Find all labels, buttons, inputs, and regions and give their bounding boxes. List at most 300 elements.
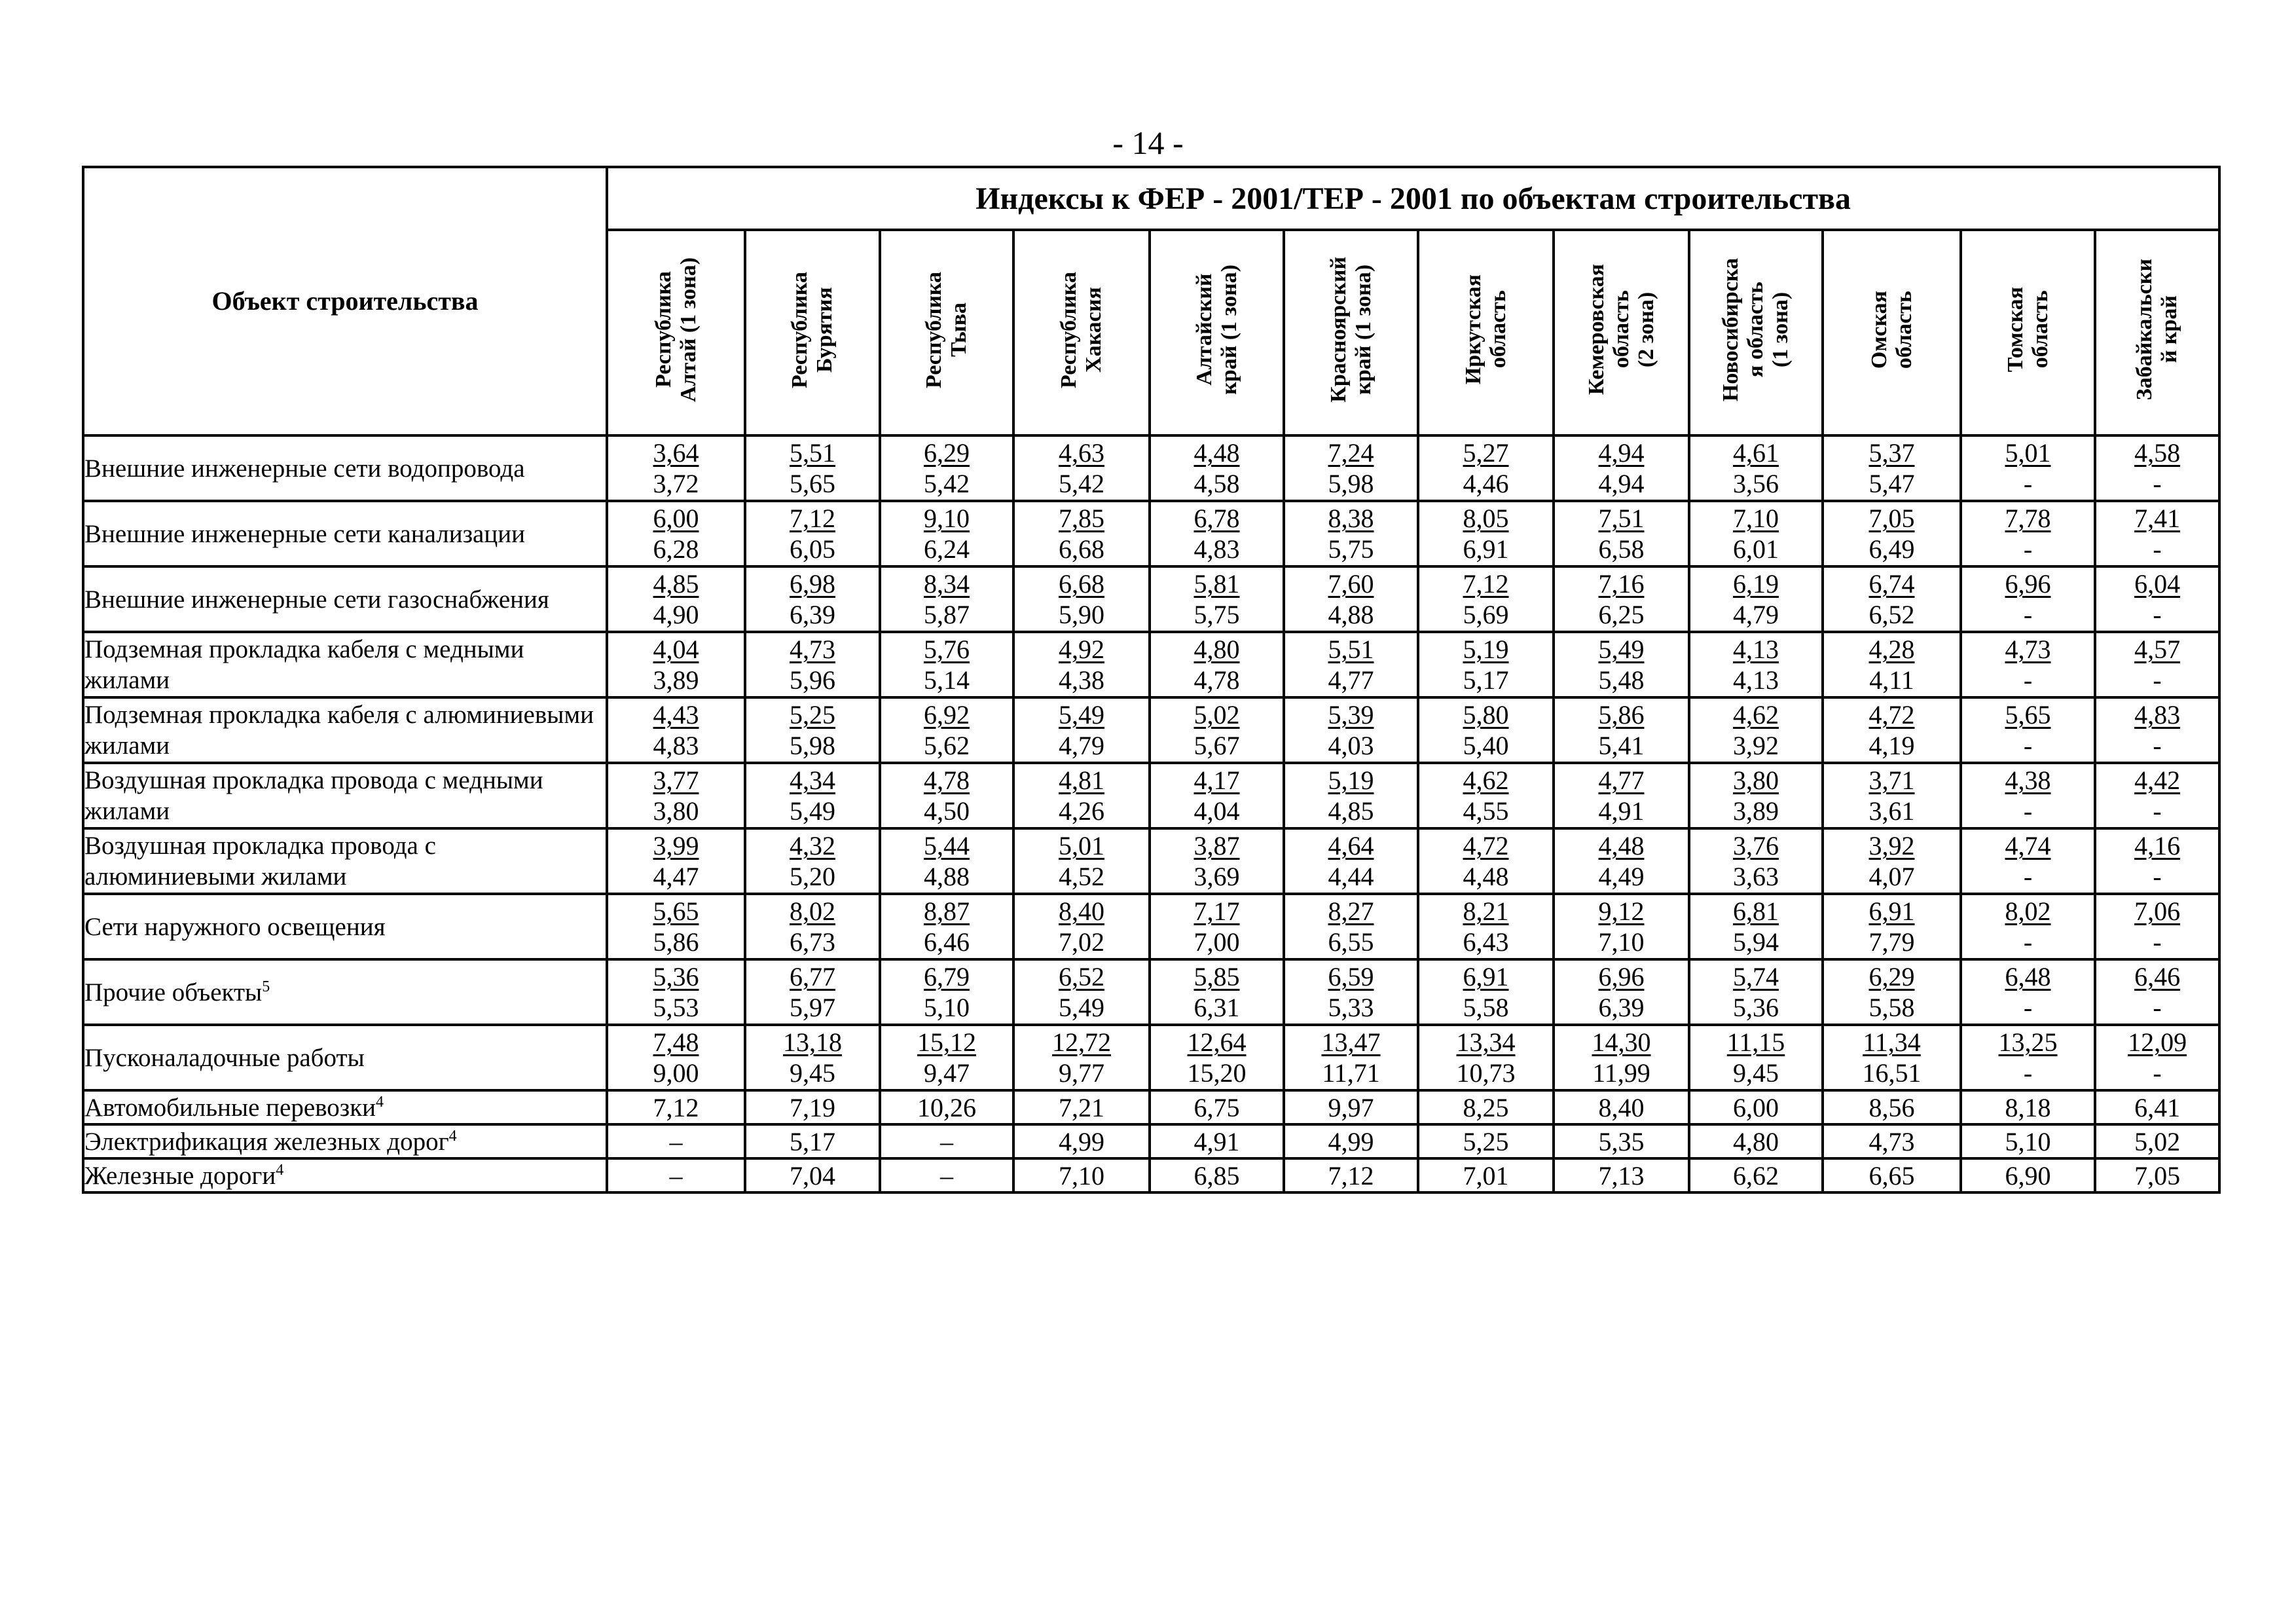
index-value-top: 14,30	[1592, 1027, 1651, 1057]
index-value-bottom: -	[2153, 796, 2162, 826]
index-value-top: 6,52	[1059, 962, 1104, 991]
index-cell	[1554, 828, 1689, 894]
index-value-bottom: 6,73	[790, 927, 835, 957]
index-value-top: 5,01	[2005, 438, 2051, 468]
index-cell	[1961, 632, 2095, 697]
index-value-top: 4,38	[2005, 766, 2051, 795]
index-value-top: 8,05	[1463, 504, 1509, 533]
index-cell	[1284, 501, 1418, 566]
index-value-bottom: 5,17	[1463, 665, 1509, 695]
index-value-bottom: -	[2153, 862, 2162, 891]
index-value-top: 4,92	[1059, 635, 1104, 664]
index-value-top: 6,59	[1328, 962, 1374, 991]
footnote-mark: 5	[262, 978, 270, 995]
index-value-bottom: -	[2023, 665, 2033, 695]
index-value-top: 5,25	[790, 700, 835, 729]
index-value-bottom: 5,96	[790, 665, 835, 695]
object-name: Внешние инженерные сети газоснабжения	[83, 566, 607, 632]
index-cell	[1150, 894, 1284, 959]
index-cell	[1689, 828, 1823, 894]
index-cell	[1013, 1025, 1150, 1090]
index-value-top: 5,44	[924, 831, 970, 860]
table-row	[83, 894, 2219, 959]
index-value-top: 7,41	[2134, 504, 2181, 533]
index-value-top: 4,80	[1194, 635, 1240, 664]
index-cell	[1961, 1025, 2095, 1090]
index-value-top: 4,73	[2005, 635, 2051, 664]
page-number: - 14 -	[1112, 124, 1184, 161]
index-value-bottom: 5,67	[1194, 731, 1240, 760]
index-value-top: 3,87	[1194, 831, 1240, 860]
index-cell	[1823, 959, 1961, 1025]
index-value-bottom: 3,89	[653, 665, 699, 695]
index-cell	[1689, 959, 1823, 1025]
index-value: 6,75	[1150, 1090, 1284, 1124]
index-value-top: 12,09	[2128, 1027, 2187, 1057]
index-value-top: 5,49	[1598, 635, 1645, 664]
index-value-bottom: 4,48	[1463, 862, 1509, 891]
index-value-bottom: 4,83	[1194, 534, 1240, 564]
index-value-bottom: 11,99	[1592, 1058, 1650, 1088]
index-cell	[1284, 697, 1418, 763]
index-value-bottom: 5,75	[1194, 600, 1240, 629]
index-cell	[1823, 566, 1961, 632]
index-cell	[880, 763, 1013, 828]
index-cell	[1150, 501, 1284, 566]
index-value-bottom: 7,10	[1598, 927, 1645, 957]
index-cell	[1823, 501, 1961, 566]
index-value-bottom: 4,55	[1463, 796, 1509, 826]
index-value-top: 6,96	[2005, 569, 2051, 599]
index-value-bottom: 7,79	[1868, 927, 1915, 957]
index-cell	[1689, 763, 1823, 828]
index-value-top: 4,32	[790, 831, 835, 860]
table-row	[83, 501, 2219, 566]
index-value-top: 4,61	[1733, 438, 1779, 468]
index-cell	[607, 435, 745, 501]
index-cell	[880, 697, 1013, 763]
index-value-top: 7,51	[1598, 504, 1645, 533]
index-cell	[1961, 959, 2095, 1025]
index-cell	[1554, 632, 1689, 697]
index-value-bottom: -	[2023, 927, 2033, 957]
index-value-top: 5,37	[1868, 438, 1915, 468]
index-value-bottom: 5,41	[1598, 731, 1645, 760]
object-name: Железные дороги$^4$	[83, 1158, 607, 1192]
region-header-label: Республика Тыва	[922, 271, 971, 388]
index-cell	[2095, 894, 2219, 959]
index-value: 6,00	[1689, 1090, 1823, 1124]
index-value-top: 3,77	[653, 766, 699, 795]
index-value-bottom: 6,28	[653, 534, 699, 564]
index-value-top: 4,16	[2134, 831, 2181, 860]
index-value-bottom: 3,89	[1733, 796, 1779, 826]
index-value: 7,12	[1284, 1158, 1418, 1192]
index-value-top: 4,73	[790, 635, 835, 664]
footnote-mark: 4	[276, 1161, 284, 1179]
index-value-top: 8,02	[790, 896, 835, 926]
index-value-top: 7,12	[1463, 569, 1509, 599]
index-value-bottom: 4,47	[653, 862, 699, 891]
index-value-bottom: 11,71	[1322, 1058, 1380, 1088]
index-value-bottom: -	[2153, 469, 2162, 498]
index-value: 7,19	[745, 1090, 880, 1124]
index-value: 7,10	[1013, 1158, 1150, 1192]
index-value-top: 4,81	[1059, 766, 1104, 795]
table-row	[83, 1090, 2219, 1124]
index-value-bottom: 4,13	[1733, 665, 1779, 695]
index-value-top: 8,27	[1328, 896, 1374, 926]
index-cell	[2095, 959, 2219, 1025]
index-value-bottom: 4,03	[1328, 731, 1374, 760]
index-cell	[745, 763, 880, 828]
index-value-bottom: 4,50	[924, 796, 970, 826]
region-header	[1150, 230, 1284, 435]
index-value-top: 4,48	[1194, 438, 1240, 468]
object-name: Воздушная прокладка провода с медными жилами	[83, 763, 607, 828]
index-cell	[1554, 697, 1689, 763]
index-cell	[2095, 828, 2219, 894]
index-cell	[1150, 763, 1284, 828]
index-cell	[1150, 632, 1284, 697]
index-value: 7,01	[1418, 1158, 1554, 1192]
index-value-top: 4,34	[790, 766, 835, 795]
index-value: –	[880, 1158, 1013, 1192]
object-name: Сети наружного освещения	[83, 894, 607, 959]
index-value-top: 5,02	[1194, 700, 1240, 729]
index-value-bottom: 5,62	[924, 731, 970, 760]
index-cell	[1823, 763, 1961, 828]
index-value-bottom: 5,65	[790, 469, 835, 498]
index-value-bottom: -	[2153, 534, 2162, 564]
index-value: 7,05	[2095, 1158, 2219, 1192]
index-cell	[1689, 501, 1823, 566]
index-value-top: 5,19	[1463, 635, 1509, 664]
region-header-label: Республика Хакасия	[1057, 271, 1106, 388]
index-cell	[1961, 697, 2095, 763]
index-cell	[607, 566, 745, 632]
index-value-top: 6,48	[2005, 962, 2051, 991]
index-value-top: 3,64	[653, 438, 699, 468]
index-value-bottom: 5,33	[1328, 993, 1374, 1022]
region-header	[1689, 230, 1823, 435]
index-value-bottom: 5,58	[1868, 993, 1915, 1022]
index-value-bottom: 9,45	[1733, 1058, 1779, 1088]
object-name: Подземная прокладка кабеля с медными жилами	[83, 632, 607, 697]
index-value-top: 5,76	[924, 635, 970, 664]
index-cell	[880, 1025, 1013, 1090]
index-cell	[880, 959, 1013, 1025]
index-cell	[1554, 894, 1689, 959]
index-value: 5,35	[1554, 1124, 1689, 1158]
index-cell	[745, 501, 880, 566]
index-value-top: 6,04	[2134, 569, 2181, 599]
index-value-top: 8,40	[1059, 896, 1104, 926]
index-value-top: 6,29	[1868, 962, 1915, 991]
index-cell	[1961, 435, 2095, 501]
index-cell	[2095, 632, 2219, 697]
index-value: 7,13	[1554, 1158, 1689, 1192]
index-value-bottom: -	[2153, 665, 2162, 695]
index-cell	[1689, 697, 1823, 763]
index-cell	[1284, 435, 1418, 501]
index-value-bottom: 5,48	[1598, 665, 1645, 695]
index-value-top: 8,87	[924, 896, 970, 926]
table-row	[83, 1025, 2219, 1090]
index-value-top: 11,15	[1726, 1027, 1785, 1057]
index-value-bottom: -	[2023, 731, 2033, 760]
region-header-label: Алтайский край (1 зона)	[1192, 265, 1241, 395]
index-value-top: 4,17	[1194, 766, 1240, 795]
index-cell	[1418, 501, 1554, 566]
index-cell	[1823, 632, 1961, 697]
index-value-top: 6,29	[924, 438, 970, 468]
index-cell	[1150, 828, 1284, 894]
index-value-bottom: 6,31	[1194, 993, 1240, 1022]
index-value-bottom: 6,01	[1733, 534, 1779, 564]
index-cell	[2095, 566, 2219, 632]
region-header	[880, 230, 1013, 435]
index-cell	[1418, 566, 1554, 632]
index-value-bottom: 5,10	[924, 993, 970, 1022]
object-name: Внешние инженерные сети водопровода	[83, 435, 607, 501]
index-value-top: 4,13	[1733, 635, 1779, 664]
index-value-top: 3,76	[1733, 831, 1779, 860]
index-value-bottom: -	[2023, 993, 2033, 1022]
index-value-bottom: 4,94	[1598, 469, 1645, 498]
index-value-bottom: -	[2023, 534, 2033, 564]
index-value-top: 6,00	[653, 504, 699, 533]
region-header-label: Омская область	[1867, 290, 1916, 369]
object-name: Прочие объекты$^5$	[83, 959, 607, 1025]
object-column-header: Объект строительства	[83, 167, 607, 435]
index-value-top: 4,77	[1598, 766, 1645, 795]
index-value-bottom: 4,91	[1598, 796, 1645, 826]
index-cell	[1284, 894, 1418, 959]
index-value-top: 6,98	[790, 569, 835, 599]
index-value-top: 4,48	[1598, 831, 1645, 860]
index-value-top: 7,24	[1328, 438, 1374, 468]
index-value-top: 6,91	[1463, 962, 1509, 991]
index-cell	[607, 697, 745, 763]
indices-group-header: Индексы к ФЕР - 2001/ТЕР - 2001 по объектам строительства	[607, 167, 2219, 230]
index-cell	[607, 959, 745, 1025]
table-row	[83, 1158, 2219, 1192]
index-value-bottom: 6,49	[1868, 534, 1915, 564]
index-cell	[1554, 1025, 1689, 1090]
index-value: –	[607, 1124, 745, 1158]
index-value-top: 4,64	[1328, 831, 1374, 860]
indices-table	[82, 166, 2221, 1194]
index-value-bottom: 3,63	[1733, 862, 1779, 891]
index-cell	[1554, 763, 1689, 828]
index-value-bottom: 4,04	[1194, 796, 1240, 826]
index-value-bottom: 4,46	[1463, 469, 1509, 498]
index-value-top: 8,34	[924, 569, 970, 599]
index-cell	[1013, 697, 1150, 763]
index-value-top: 4,72	[1868, 700, 1915, 729]
index-value-bottom: 4,83	[653, 731, 699, 760]
index-value-bottom: 7,02	[1059, 927, 1104, 957]
index-cell	[607, 894, 745, 959]
region-header	[607, 230, 745, 435]
index-value: 4,80	[1689, 1124, 1823, 1158]
index-value-top: 7,78	[2005, 504, 2051, 533]
index-value-top: 5,27	[1463, 438, 1509, 468]
index-value-top: 7,16	[1598, 569, 1645, 599]
index-value-bottom: 6,05	[790, 534, 835, 564]
index-value: –	[607, 1158, 745, 1192]
index-value-bottom: 9,00	[653, 1058, 699, 1088]
index-value-top: 8,38	[1328, 504, 1374, 533]
index-value-top: 3,92	[1868, 831, 1915, 860]
index-value-bottom: 4,77	[1328, 665, 1374, 695]
index-cell	[1554, 959, 1689, 1025]
index-value-top: 7,48	[653, 1027, 699, 1057]
region-header-label: Томская область	[2003, 287, 2052, 373]
index-value-bottom: 3,61	[1868, 796, 1915, 826]
table-row	[83, 828, 2219, 894]
index-value-top: 6,92	[924, 700, 970, 729]
footnote-mark: 4	[376, 1093, 384, 1111]
index-value-top: 5,81	[1194, 569, 1240, 599]
index-value-bottom: 5,90	[1059, 600, 1104, 629]
index-cell	[1823, 697, 1961, 763]
index-value-bottom: 4,38	[1059, 665, 1104, 695]
index-value-top: 4,42	[2134, 766, 2181, 795]
index-value-top: 12,64	[1187, 1027, 1247, 1057]
index-cell	[2095, 1025, 2219, 1090]
index-cell	[1418, 959, 1554, 1025]
index-value-bottom: 6,91	[1463, 534, 1509, 564]
index-cell	[745, 566, 880, 632]
index-cell	[1823, 1025, 1961, 1090]
index-value-top: 4,94	[1598, 438, 1645, 468]
index-cell	[1689, 632, 1823, 697]
index-value-top: 4,62	[1733, 700, 1779, 729]
index-value-bottom: -	[2153, 927, 2162, 957]
index-value-top: 7,05	[1868, 504, 1915, 533]
index-value-top: 3,71	[1868, 766, 1915, 795]
index-value-bottom: 5,86	[653, 927, 699, 957]
object-name: Подземная прокладка кабеля с алюминиевыми жилами	[83, 697, 607, 763]
index-cell	[745, 828, 880, 894]
index-value: 7,04	[745, 1158, 880, 1192]
index-value: 6,90	[1961, 1158, 2095, 1192]
index-value-bottom: -	[2023, 1058, 2033, 1088]
index-value-top: 15,12	[917, 1027, 976, 1057]
index-value-top: 5,80	[1463, 700, 1509, 729]
index-cell	[1284, 632, 1418, 697]
index-value-bottom: 4,11	[1869, 665, 1914, 695]
region-header-label: Республика Алтай (1 зона)	[651, 257, 701, 403]
index-value-top: 12,72	[1052, 1027, 1111, 1057]
index-cell	[880, 566, 1013, 632]
index-value-bottom: 4,90	[653, 600, 699, 629]
index-value-bottom: 6,24	[924, 534, 970, 564]
index-value-top: 6,79	[924, 962, 970, 991]
index-cell	[745, 1025, 880, 1090]
index-cell	[1823, 828, 1961, 894]
index-cell	[1418, 828, 1554, 894]
index-value-top: 7,85	[1059, 504, 1104, 533]
index-cell	[1013, 632, 1150, 697]
index-cell	[1961, 501, 2095, 566]
table-row	[83, 566, 2219, 632]
index-value-bottom: 5,42	[1059, 469, 1104, 498]
index-value: 5,02	[2095, 1124, 2219, 1158]
index-value-top: 13,25	[1998, 1027, 2058, 1057]
index-cell	[1961, 894, 2095, 959]
index-cell	[1418, 435, 1554, 501]
index-value: 4,99	[1284, 1124, 1418, 1158]
index-value-bottom: -	[2153, 993, 2162, 1022]
index-value-bottom: 4,88	[924, 862, 970, 891]
table-row	[83, 632, 2219, 697]
index-value-bottom: 4,49	[1598, 862, 1645, 891]
index-value-top: 7,60	[1328, 569, 1374, 599]
index-value-bottom: 5,97	[790, 993, 835, 1022]
index-value-top: 13,34	[1456, 1027, 1516, 1057]
index-cell	[1284, 828, 1418, 894]
object-name: Пусконаладочные работы	[83, 1025, 607, 1090]
table-row	[83, 697, 2219, 763]
index-value-top: 13,47	[1321, 1027, 1381, 1057]
index-cell	[607, 632, 745, 697]
index-value-top: 4,58	[2134, 438, 2181, 468]
index-value-bottom: 4,85	[1328, 796, 1374, 826]
region-header	[1554, 230, 1689, 435]
index-value-bottom: 6,55	[1328, 927, 1374, 957]
index-value: 5,10	[1961, 1124, 2095, 1158]
index-value-bottom: 3,56	[1733, 469, 1779, 498]
index-value-top: 9,12	[1598, 896, 1645, 926]
index-value-bottom: 5,75	[1328, 534, 1374, 564]
region-header-label: Республика Бурятия	[788, 271, 837, 388]
index-cell	[745, 959, 880, 1025]
index-value-bottom: 4,26	[1059, 796, 1104, 826]
index-value: 4,73	[1823, 1124, 1961, 1158]
index-cell	[1418, 763, 1554, 828]
index-value-bottom: -	[2023, 796, 2033, 826]
index-value-top: 4,85	[653, 569, 699, 599]
index-value-bottom: 6,43	[1463, 927, 1509, 957]
index-value-bottom: -	[2153, 731, 2162, 760]
index-value-top: 7,10	[1733, 504, 1779, 533]
table-row	[83, 435, 2219, 501]
index-value-bottom: 4,07	[1868, 862, 1915, 891]
index-value-top: 6,19	[1733, 569, 1779, 599]
index-value: 4,91	[1150, 1124, 1284, 1158]
index-cell	[1013, 763, 1150, 828]
index-value-top: 4,43	[653, 700, 699, 729]
index-value-top: 4,28	[1868, 635, 1915, 664]
index-cell	[607, 763, 745, 828]
index-cell	[1284, 566, 1418, 632]
index-value: 6,41	[2095, 1090, 2219, 1124]
index-value-top: 6,96	[1598, 962, 1645, 991]
index-value-top: 5,65	[2005, 700, 2051, 729]
index-value: 8,18	[1961, 1090, 2095, 1124]
index-cell	[1418, 697, 1554, 763]
index-value-top: 6,81	[1733, 896, 1779, 926]
index-cell	[1689, 566, 1823, 632]
index-cell	[1418, 632, 1554, 697]
index-value-bottom: 6,25	[1598, 600, 1645, 629]
index-cell	[880, 828, 1013, 894]
index-value-bottom: 5,14	[924, 665, 970, 695]
object-name: Внешние инженерные сети канализации	[83, 501, 607, 566]
